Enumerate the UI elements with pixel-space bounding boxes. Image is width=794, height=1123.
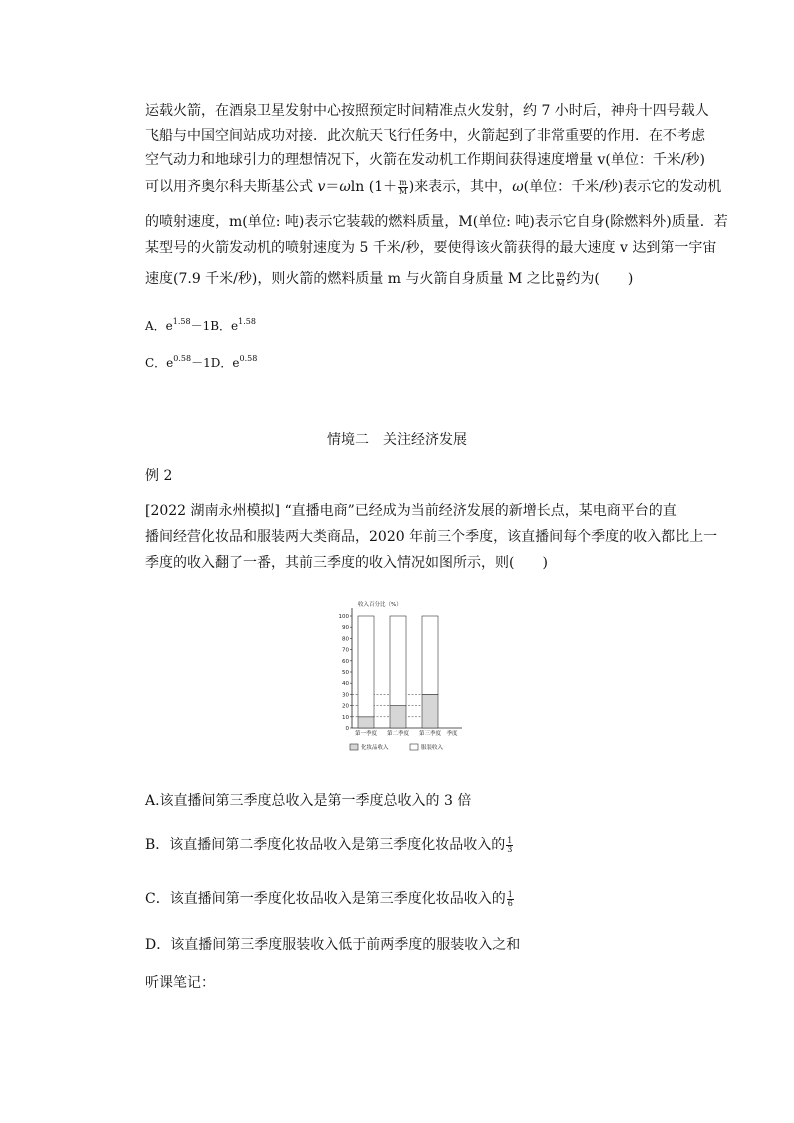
line4-prefix: 可以用齐奥尔科夫斯基公式 (145, 179, 318, 195)
line4-tail: (单位：千米/秒)表示它的发动机 (523, 179, 722, 195)
option-b-fraction (506, 837, 513, 854)
line4-post: 来表示，其中， (414, 179, 513, 195)
y-tick-label-40: 40 (342, 681, 349, 688)
problem1-options-cd (145, 354, 257, 371)
option-b (210, 319, 256, 333)
bar-clothing-3 (422, 616, 438, 694)
x-tick-label-3: 第三季度 (418, 731, 442, 737)
problem1-options-ab (145, 317, 256, 334)
y-tick-label-80: 80 (342, 636, 349, 643)
formula-frac-num: m (399, 177, 407, 187)
y-tick-label-30: 30 (342, 692, 349, 699)
problem1-line-6: 某型号的火箭发动机的喷射速度为 5 千米/秒，要使得该火箭获得的最大速度 v 达到第一宇宙 (145, 240, 717, 256)
option-a-exp: 1.58 (172, 317, 191, 326)
problem1-line-4 (145, 176, 721, 196)
option-b-label: B．e (210, 319, 239, 333)
formula-frac-den: M (398, 186, 408, 196)
notes-label: 听课笔记： (145, 975, 215, 991)
y-tick-label-0: 0 (345, 726, 349, 732)
problem2-option-c (145, 888, 515, 908)
line7-suffix: 约为( ) (566, 271, 634, 287)
problem2-line-2: 播间经营化妆品和服装两大类商品，2020 年前三个季度，该直播间每个季度的收入都比上一 (145, 529, 718, 545)
y-axis-title: 收入百分比（%） (358, 602, 402, 608)
formula-omega: ω (339, 179, 351, 195)
section-heading: 情境二 关注经济发展 (327, 432, 467, 448)
income-chart (330, 588, 470, 763)
option-c-exp: 0.58 (173, 354, 192, 363)
option-c (145, 356, 211, 370)
legend-label-cosmetics: 化妆品收入 (361, 745, 389, 751)
problem1-line-3: 空气动力和地球引力的理想情况下，火箭在发动机工作期间获得速度增量 v(单位：千米/秒) (145, 152, 705, 168)
problem2-line-1: [2022 湖南永州模拟] “直播电商”已经成为当前经济发展的新增长点，某电商平台的直 (145, 503, 677, 519)
problem2-option-a: A.该直播间第三季度总收入是第一季度总收入的 3 倍 (145, 793, 472, 809)
option-c-label: C．e (145, 356, 174, 370)
option-d (211, 356, 258, 370)
option-b-frac-num: 1 (507, 835, 513, 845)
y-tick-label-20: 20 (342, 703, 349, 710)
option-d-label: D．e (210, 356, 240, 370)
legend-label-clothing: 服装收入 (421, 745, 444, 751)
option-d-exp: 0.58 (239, 354, 258, 363)
y-tick-label-90: 90 (342, 625, 349, 632)
legend-swatch-clothing (410, 744, 418, 750)
option-b-text: B．该直播间第二季度化妆品收入是第三季度化妆品收入的 (145, 837, 506, 853)
x-tick-label-2: 第二季度 (386, 731, 410, 737)
income-chart-svg (330, 588, 470, 763)
problem2-option-d: D．该直播间第三季度服装收入低于前两季度的服装收入之和 (145, 937, 521, 953)
problem1-line-7 (145, 268, 633, 288)
bar-cosmetics-2 (390, 706, 406, 728)
option-a-label: A．e (145, 319, 173, 333)
y-tick-label-60: 60 (342, 658, 349, 665)
option-c-frac-den: 6 (507, 898, 513, 908)
bar-clothing-1 (358, 616, 374, 717)
option-b-exp: 1.58 (238, 317, 256, 326)
y-tick-label-50: 50 (342, 670, 349, 676)
y-tick-label-70: 70 (342, 647, 349, 654)
line4-omega: ω (512, 179, 524, 195)
option-c-rest: －1 (191, 356, 211, 370)
problem2-line-3: 季度的收入翻了一番，其前三季度的收入情况如图所示，则( ) (145, 555, 548, 571)
formula-eq: ＝ (325, 179, 340, 195)
x-tick-label-1: 第一季度 (354, 731, 378, 737)
option-a (145, 319, 210, 333)
problem1-line-5: 的喷射速度，m(单位: 吨)表示它装载的燃料质量，M(单位: 吨)表示它自身(除燃料外)质量．若 (145, 214, 728, 230)
problem2-option-b (145, 834, 514, 854)
bar-cosmetics-1 (358, 717, 374, 728)
line7-frac-num: m (556, 269, 565, 279)
problem1-line-1: 运载火箭，在酒泉卫星发射中心按照预定时间精准点火发射，约 7 小时后，神舟十四号载人 (145, 103, 709, 119)
option-a-rest: －1 (190, 319, 211, 333)
y-tick-label-10: 10 (342, 714, 349, 721)
x-axis-label: 季度 (446, 731, 458, 737)
line7-fraction (556, 271, 566, 288)
formula-ln: ln (1＋ (350, 179, 398, 195)
bar-cosmetics-3 (422, 694, 438, 728)
legend-swatch-cosmetics (350, 744, 358, 750)
y-tick-label-100: 100 (338, 614, 349, 620)
option-c-fraction (507, 891, 514, 908)
bar-clothing-2 (390, 616, 406, 706)
formula-fraction (398, 179, 408, 196)
line7-frac-den: M (556, 278, 565, 288)
formula-close: ) (408, 179, 415, 195)
example-label: 例 2 (145, 468, 173, 484)
problem1-line-2: 飞船与中国空间站成功对接．此次航天飞行任务中，火箭起到了非常重要的作用．在不考虑 (145, 128, 705, 144)
line7-prefix: 速度(7.9 千米/秒)，则火箭的燃料质量 m 与火箭自身质量 M 之比 (145, 271, 555, 287)
option-c-frac-num: 1 (507, 889, 513, 899)
formula-v: v (317, 179, 326, 195)
option-c-text: C．该直播间第一季度化妆品收入是第三季度化妆品收入的 (145, 891, 506, 907)
option-b-frac-den: 3 (507, 844, 513, 854)
